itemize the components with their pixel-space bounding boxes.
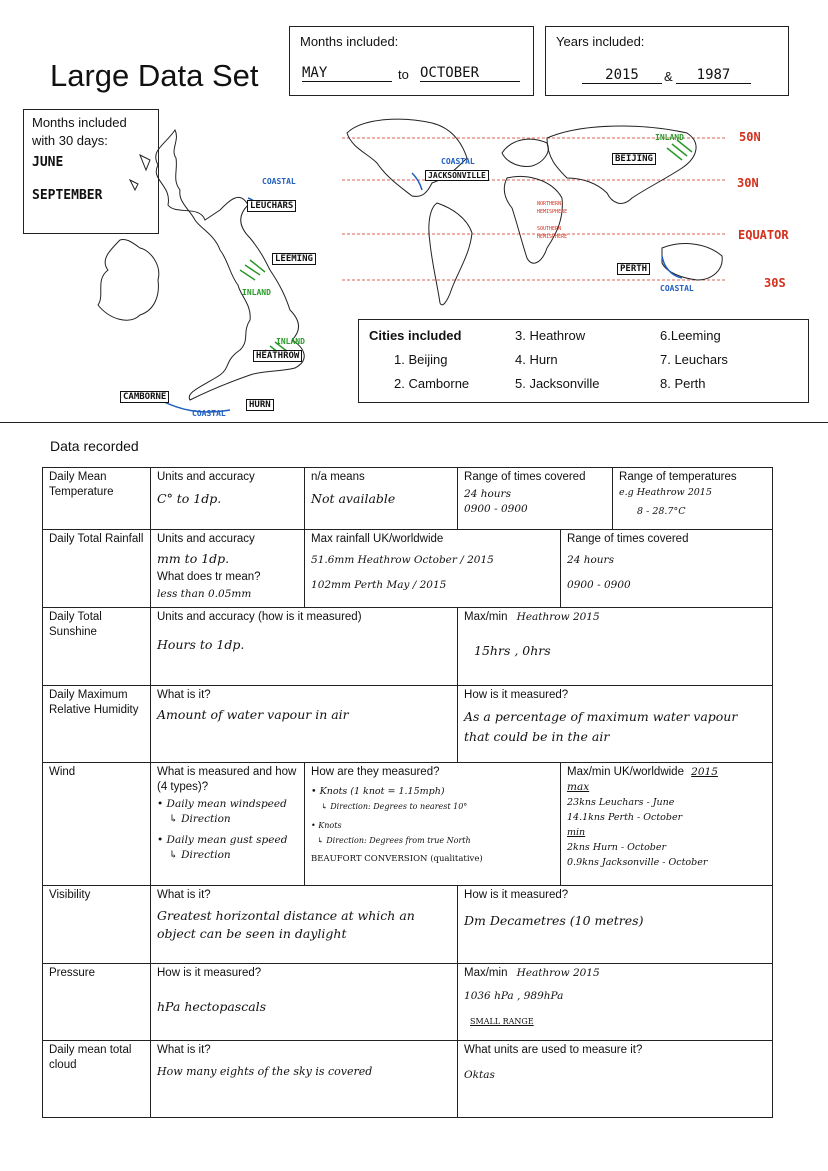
southern-label: SOUTHERN xyxy=(537,226,562,232)
press-max-small: SMALL RANGE xyxy=(470,1017,534,1026)
hemisphere-s-label: HEMISPHERE xyxy=(537,234,568,240)
uk-city-heathrow: HEATHROW xyxy=(253,350,302,362)
thirty-days-label-2: with 30 days: xyxy=(32,133,108,148)
wind-how-1: • Knots (1 knot = 1.15mph) xyxy=(311,786,445,797)
data-table xyxy=(42,467,773,1118)
wind-what-3: • Daily mean gust speed xyxy=(157,834,288,846)
uk-city-hurn: HURN xyxy=(246,399,274,411)
temp-units-cell xyxy=(151,468,305,530)
rain-range-value-1: 24 hours xyxy=(567,554,614,566)
wind-how-3: • Knots xyxy=(311,821,342,830)
rain-range-cell xyxy=(561,530,773,608)
temp-range-cell xyxy=(458,468,613,530)
wind-what-label: What is measured and how (4 types)? xyxy=(157,766,297,793)
row-name: Pressure xyxy=(43,964,151,1041)
cities-heading: Cities included xyxy=(369,328,462,343)
city-item: 2. Camborne xyxy=(394,376,470,391)
rain-max-value-2: 102mm Perth May / 2015 xyxy=(311,579,447,591)
row-name: Daily Total Rainfall xyxy=(43,530,151,608)
wind-min-head: min xyxy=(567,827,586,838)
year-a: 2015 xyxy=(582,67,662,84)
uk-coastal-north-label: COASTAL xyxy=(262,177,296,186)
vis-what-cell xyxy=(151,886,458,964)
press-max-note: Heathrow 2015 xyxy=(516,967,600,979)
rain-max-label: Max rainfall UK/worldwide xyxy=(311,533,444,545)
uk-city-leeming: LEEMING xyxy=(272,253,316,265)
sun-units-cell xyxy=(151,608,458,686)
months-from: MAY xyxy=(302,65,392,82)
city-item: 6.Leeming xyxy=(660,328,721,343)
thirty-days-label-1: Months included xyxy=(32,115,127,130)
uk-city-leuchars: LEUCHARS xyxy=(247,200,296,212)
world-city-jacksonville: JACKSONVILLE xyxy=(425,170,489,181)
vis-what-label: What is it? xyxy=(157,889,211,901)
cities-box xyxy=(358,319,809,403)
rain-units-label: Units and accuracy xyxy=(157,533,255,545)
temp-na-value: Not available xyxy=(311,491,396,506)
temp-units-value: C° to 1dp. xyxy=(157,491,222,506)
lat-30s-label: 30S xyxy=(764,276,786,290)
press-how-value: hPa hectopascals xyxy=(157,999,267,1014)
city-item: 4. Hurn xyxy=(515,352,558,367)
world-city-beijing: BEIJING xyxy=(612,153,656,165)
press-max-cell xyxy=(458,964,773,1041)
sun-units-value: Hours to 1dp. xyxy=(157,637,245,652)
rain-max-value-1: 51.6mm Heathrow October / 2015 xyxy=(311,554,494,566)
wind-what-2: ↳ Direction xyxy=(169,813,231,825)
sun-units-label: Units and accuracy (how is it measured) xyxy=(157,611,362,623)
press-max-value: 1036 hPa , 989hPa xyxy=(464,990,564,1002)
rain-units-value: mm to 1dp. xyxy=(157,551,230,566)
wind-what-4: ↳ Direction xyxy=(169,849,231,861)
wind-max-2: 14.1kns Perth - October xyxy=(567,812,683,823)
thirty-days-month-1: JUNE xyxy=(32,155,64,170)
cloud-units-cell xyxy=(458,1041,773,1118)
press-max-label: Max/min xyxy=(464,967,508,979)
cloud-what-cell xyxy=(151,1041,458,1118)
sun-max-note: Heathrow 2015 xyxy=(516,611,600,623)
row-name: Wind xyxy=(43,763,151,886)
uk-inland-mid-label: INLAND xyxy=(242,288,271,297)
uk-coastal-south-label: COASTAL xyxy=(192,409,226,418)
page-title: Large Data Set xyxy=(50,58,259,93)
sun-max-cell xyxy=(458,608,773,686)
hum-what-label: What is it? xyxy=(157,689,211,701)
rain-range-label: Range of times covered xyxy=(567,533,689,545)
wind-how-5: BEAUFORT CONVERSION (qualitative) xyxy=(311,854,483,864)
city-item: 5. Jacksonville xyxy=(515,376,600,391)
row-name: Daily mean total cloud xyxy=(43,1041,151,1118)
city-item: 8. Perth xyxy=(660,376,706,391)
temp-units-label: Units and accuracy xyxy=(157,471,255,483)
northern-label: NORTHERN xyxy=(537,201,562,207)
table-row xyxy=(43,763,773,886)
temp-na-label: n/a means xyxy=(311,471,365,483)
wind-how-cell xyxy=(305,763,561,886)
temp-range-value-1: 24 hours xyxy=(464,488,511,500)
world-city-perth: PERTH xyxy=(617,263,650,275)
rain-units-cell xyxy=(151,530,305,608)
table-row xyxy=(43,1041,773,1118)
hum-how-label: How is it measured? xyxy=(464,689,569,701)
wind-how-4: ↳ Direction: Degrees from true North xyxy=(317,836,471,845)
wind-how-label: How are they measured? xyxy=(311,766,440,778)
table-row xyxy=(43,530,773,608)
thirty-days-month-2: SEPTEMBER xyxy=(32,188,103,203)
rain-tr-label: What does tr mean? xyxy=(157,571,261,583)
vis-how-cell xyxy=(458,886,773,964)
lat-30n-label: 30N xyxy=(737,176,759,190)
city-item: 7. Leuchars xyxy=(660,352,728,367)
temp-temps-value-2: 8 - 28.7°C xyxy=(637,506,686,517)
row-name: Visibility xyxy=(43,886,151,964)
hum-how-cell xyxy=(458,686,773,763)
city-item: 3. Heathrow xyxy=(515,328,586,343)
section-divider xyxy=(0,422,828,423)
months-box xyxy=(289,26,534,96)
hum-what-value: Amount of water vapour in air xyxy=(157,707,349,722)
months-to: OCTOBER xyxy=(420,65,520,82)
cloud-what-value: How many eights of the sky is covered xyxy=(157,1065,373,1078)
world-coastal-us-label: COASTAL xyxy=(441,157,475,166)
table-row xyxy=(43,886,773,964)
section-title: Data recorded xyxy=(50,438,139,454)
row-name: Daily Total Sunshine xyxy=(43,608,151,686)
equator-label: EQUATOR xyxy=(738,228,789,242)
sun-max-label: Max/min xyxy=(464,611,508,623)
cloud-what-label: What is it? xyxy=(157,1044,211,1056)
press-how-cell xyxy=(151,964,458,1041)
cloud-units-value: Oktas xyxy=(464,1069,495,1081)
row-name: Daily Maximum Relative Humidity xyxy=(43,686,151,763)
wind-max-label: Max/min UK/worldwide xyxy=(567,766,684,778)
temp-temps-value-1: e.g Heathrow 2015 xyxy=(619,487,712,498)
wind-max-year: 2015 xyxy=(691,766,718,778)
wind-max-head: max xyxy=(567,781,590,793)
rain-max-cell xyxy=(305,530,561,608)
hum-how-value: As a percentage of maximum water vapour that could be in the air xyxy=(464,709,738,744)
wind-what-1: • Daily mean windspeed xyxy=(157,798,287,810)
lat-50n-label: 50N xyxy=(739,130,761,144)
wind-max-cell xyxy=(561,763,773,886)
hemisphere-n-label: HEMISPHERE xyxy=(537,209,568,215)
table-row xyxy=(43,964,773,1041)
wind-how-2: ↳ Direction: Degrees to nearest 10° xyxy=(321,802,468,811)
world-coastal-au-label: COASTAL xyxy=(660,284,694,293)
vis-how-value: Dm Decametres (10 metres) xyxy=(464,913,644,928)
city-item: 1. Beijing xyxy=(394,352,448,367)
uk-inland-south-label: INLAND xyxy=(276,337,305,346)
press-how-label: How is it measured? xyxy=(157,967,262,979)
table-row xyxy=(43,686,773,763)
vis-what-value: Greatest horizontal distance at which an object can be seen in daylight xyxy=(157,908,415,941)
year-amp: & xyxy=(664,69,673,84)
months-label: Months included: xyxy=(300,34,399,49)
year-b: 1987 xyxy=(676,67,751,84)
table-row xyxy=(43,608,773,686)
uk-map xyxy=(80,110,350,420)
temp-temps-cell xyxy=(613,468,773,530)
temp-range-label: Range of times covered xyxy=(464,471,586,483)
vis-how-label: How is it measured? xyxy=(464,889,569,901)
wind-min-1: 2kns Hurn - October xyxy=(567,842,667,853)
years-box xyxy=(545,26,789,96)
cloud-units-label: What units are used to measure it? xyxy=(464,1044,643,1056)
temp-range-value-2: 0900 - 0900 xyxy=(464,503,528,515)
years-label: Years included: xyxy=(556,34,645,49)
world-inland-cn-label: INLAND xyxy=(655,133,684,142)
months-to-word: to xyxy=(398,67,409,82)
wind-what-cell xyxy=(151,763,305,886)
row-name: Daily Mean Temperature xyxy=(43,468,151,530)
uk-city-camborne: CAMBORNE xyxy=(120,391,169,403)
sun-max-value: 15hrs , 0hrs xyxy=(474,643,551,658)
table-row xyxy=(43,468,773,530)
wind-min-2: 0.9kns Jacksonville - October xyxy=(567,857,708,868)
wind-max-1: 23kns Leuchars - June xyxy=(567,797,675,808)
rain-range-value-2: 0900 - 0900 xyxy=(567,579,631,591)
rain-tr-value: less than 0.05mm xyxy=(157,588,252,600)
temp-na-cell xyxy=(305,468,458,530)
temp-temps-label: Range of temperatures xyxy=(619,471,737,483)
hum-what-cell xyxy=(151,686,458,763)
